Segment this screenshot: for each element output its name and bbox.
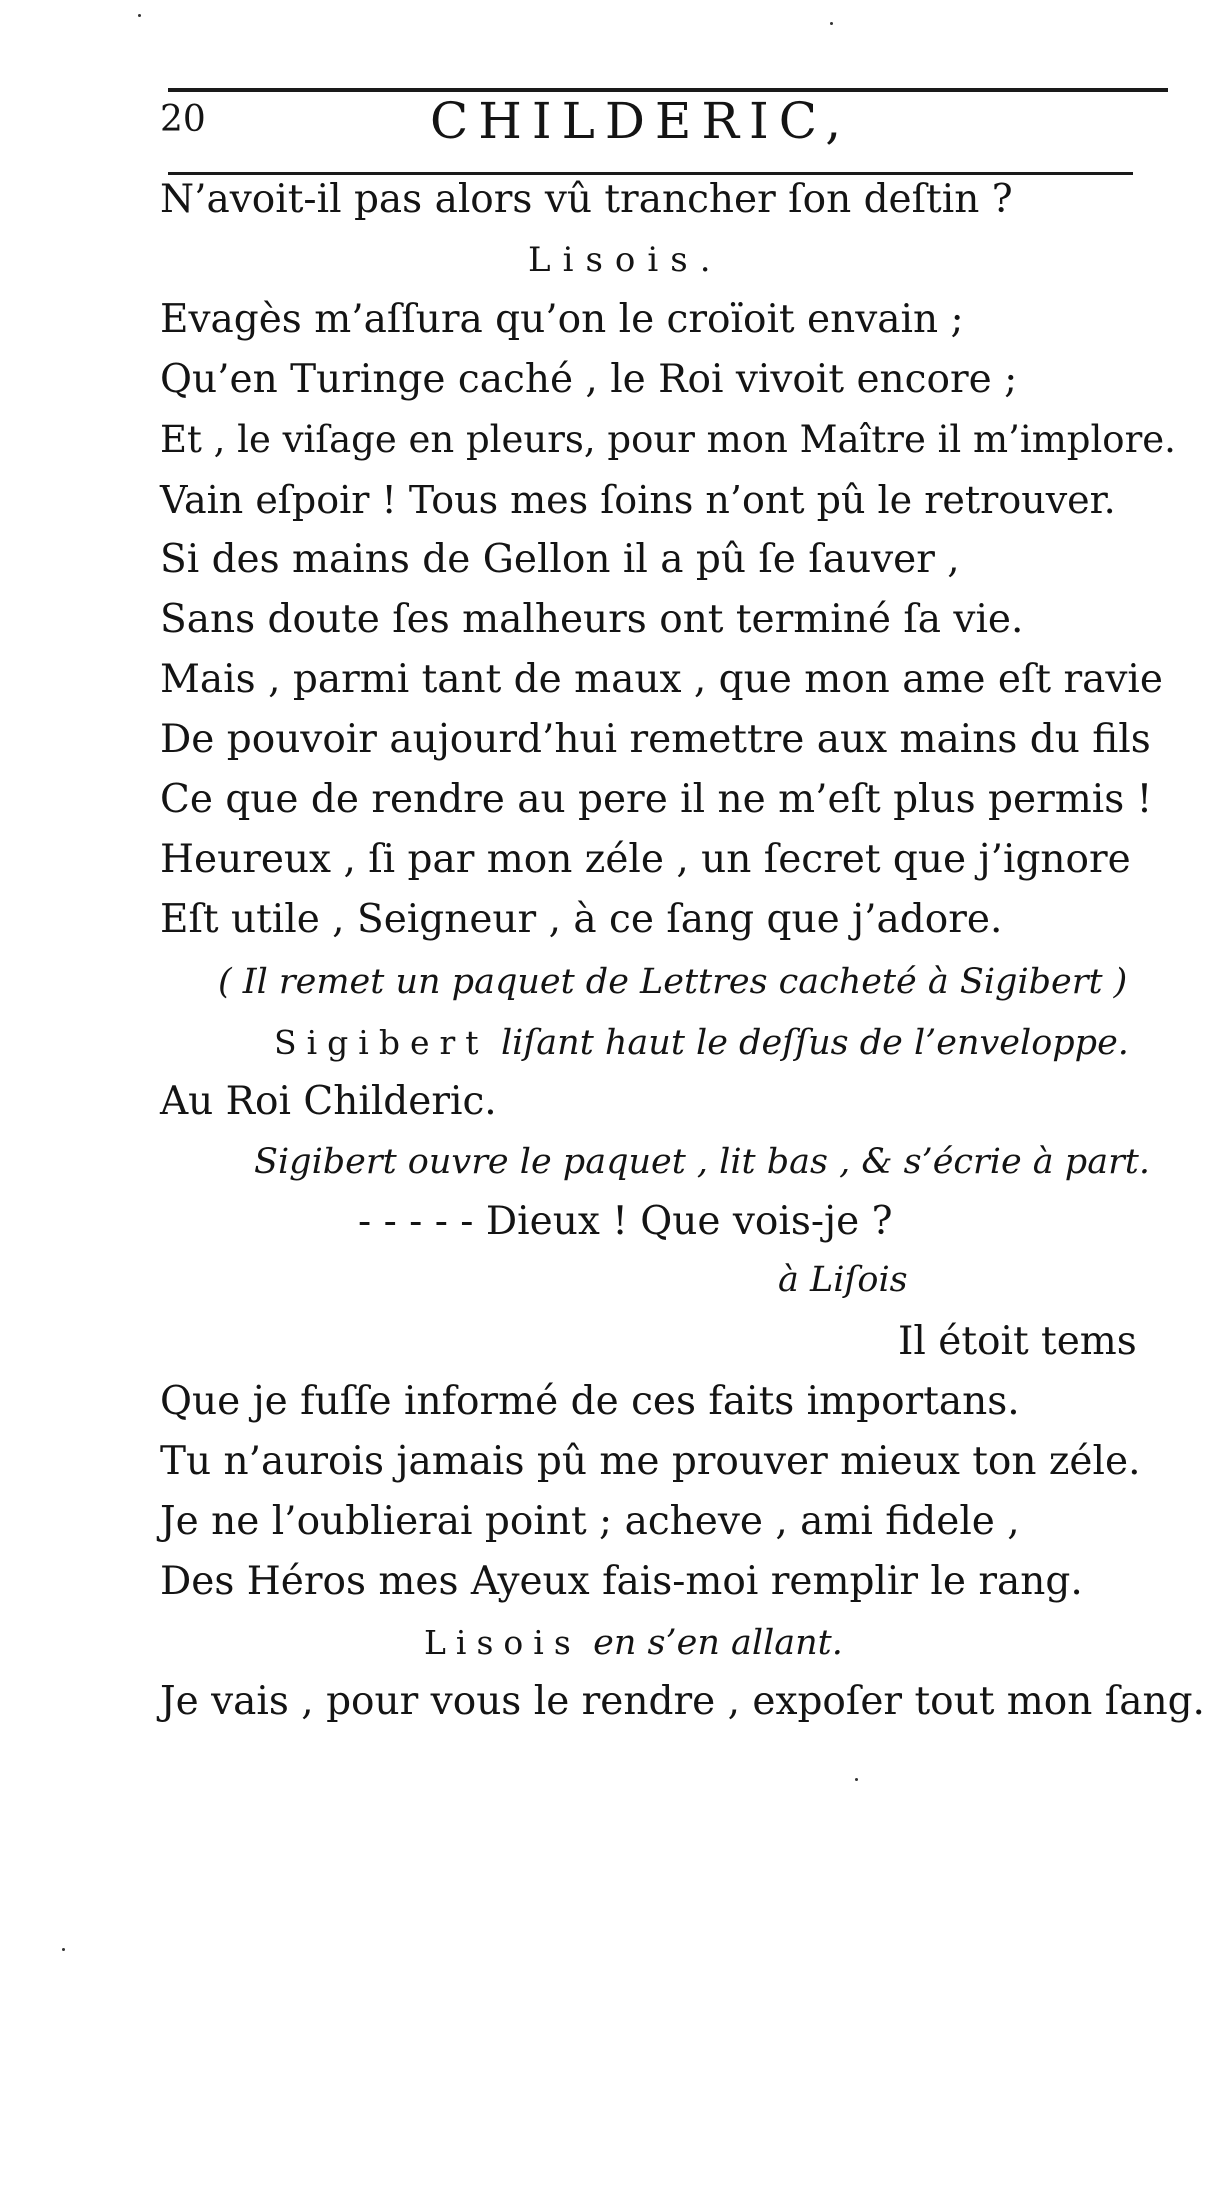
running-head: CHILDERIC, bbox=[430, 92, 852, 150]
verse-line: Et , le viſage en pleurs, pour mon Maître il m’implore. bbox=[160, 418, 1176, 461]
verse-line: Ce que de rendre au pere il ne m’eſt plus permis ! bbox=[160, 777, 1153, 822]
verse-line: Au Roi Childeric. bbox=[160, 1079, 497, 1124]
header-rule-bottom bbox=[168, 172, 1133, 175]
verse-line: Eſt utile , Seigneur , à ce ſang que j’adore. bbox=[160, 897, 1003, 942]
print-speck bbox=[62, 1948, 65, 1951]
verse-line: Sans doute ſes malheurs ont terminé ſa vie. bbox=[160, 597, 1024, 642]
verse-line: Il étoit tems bbox=[898, 1319, 1137, 1364]
verse-line: Que je fuſſe informé de ces faits importans. bbox=[160, 1379, 1020, 1424]
stage-direction: ( Il remet un paquet de Lettres cacheté à Sigibert ) bbox=[218, 962, 1128, 1002]
speaker-note: en s’en allant. bbox=[593, 1623, 843, 1663]
verse-line: - - - - - Dieux ! Que vois-je ? bbox=[358, 1199, 893, 1244]
verse-line: Evagès m’aſſura qu’on le croïoit envain ; bbox=[160, 297, 964, 342]
verse-line: Des Héros mes Ayeux fais-moi remplir le rang. bbox=[160, 1559, 1083, 1604]
stage-direction: Sigibert ouvre le paquet , lit bas , & s’écrie à part. bbox=[254, 1142, 1150, 1182]
verse-line: Heureux , ſi par mon zéle , un ſecret que j’ignore bbox=[160, 837, 1131, 882]
verse-line: Je ne l’oublierai point ; acheve , ami fidele , bbox=[160, 1499, 1020, 1544]
page-number: 20 bbox=[160, 99, 206, 140]
print-speck bbox=[830, 22, 833, 25]
verse-line: Je vais , pour vous le rendre , expoſer tout mon ſang. bbox=[160, 1679, 1205, 1724]
speaker-name: Lisois. bbox=[528, 240, 723, 280]
stage-direction: à Liſois bbox=[778, 1260, 908, 1300]
verse-line: Qu’en Turinge caché , le Roi vivoit encore ; bbox=[160, 357, 1018, 402]
speaker-line bbox=[274, 1018, 1129, 1067]
verse-line: Tu n’aurois jamais pû me prouver mieux ton zéle. bbox=[160, 1439, 1141, 1484]
speaker-name: Sigibert bbox=[274, 1023, 489, 1062]
print-speck bbox=[855, 1778, 858, 1781]
print-speck bbox=[138, 14, 141, 17]
speaker-line bbox=[424, 1618, 843, 1667]
speaker-name: Lisois bbox=[424, 1623, 581, 1662]
verse-line: Vain eſpoir ! Tous mes ſoins n’ont pû le retrouver. bbox=[160, 478, 1116, 522]
verse-line: N’avoit-il pas alors vû trancher ſon deſtin ? bbox=[160, 177, 1013, 222]
speaker-note: liſant haut le deſſus de l’enveloppe. bbox=[500, 1023, 1129, 1063]
verse-line: De pouvoir aujourd’hui remettre aux mains du fils bbox=[160, 717, 1151, 762]
verse-line: Si des mains de Gellon il a pû ſe ſauver , bbox=[160, 537, 960, 582]
verse-line: Mais , parmi tant de maux , que mon ame eſt ravie bbox=[160, 657, 1163, 702]
